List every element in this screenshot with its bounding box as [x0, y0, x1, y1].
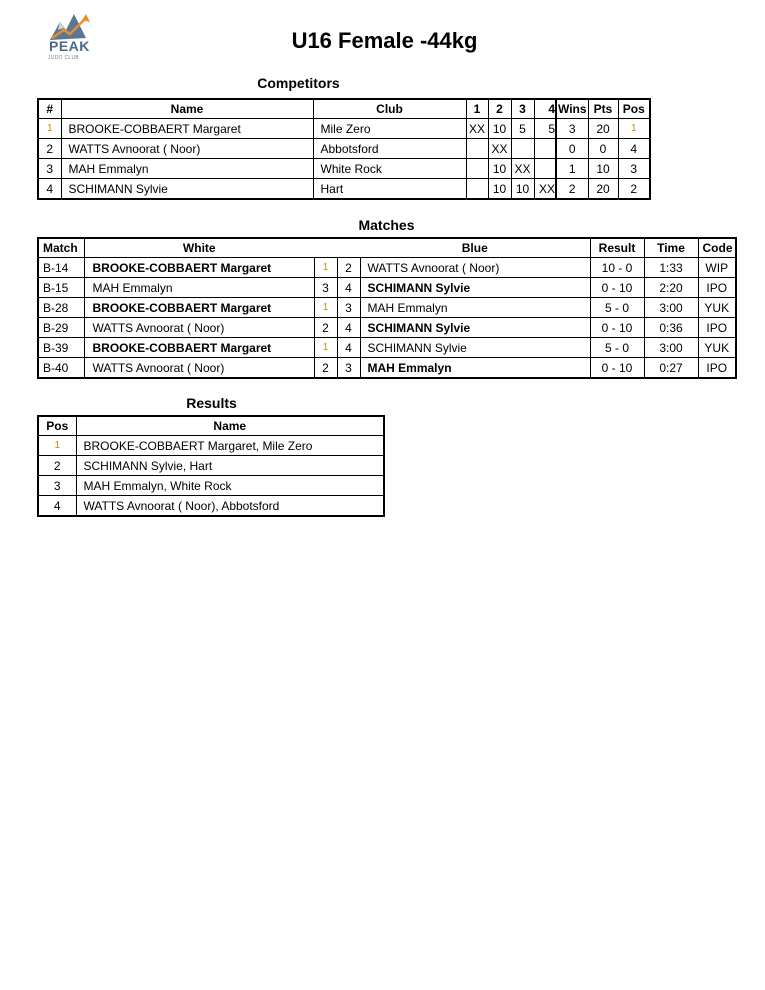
- match-code: YUK: [698, 298, 736, 318]
- score-vs-2: 10: [488, 179, 511, 200]
- blue-competitor: SCHIMANN Sylvie: [360, 318, 590, 338]
- competitor-position: 1: [618, 119, 650, 139]
- match-code: IPO: [698, 358, 736, 379]
- white-competitor: BROOKE-COBBAERT Margaret: [84, 298, 314, 318]
- col-white: White: [84, 238, 314, 258]
- competitors-header-row: [38, 99, 650, 119]
- match-result: 0 - 10: [590, 318, 644, 338]
- col-code: Code: [698, 238, 736, 258]
- page-title: U16 Female -44kg: [291, 28, 478, 53]
- competitor-row: [38, 119, 650, 139]
- white-number: 2: [314, 358, 337, 379]
- match-code: WIP: [698, 258, 736, 278]
- result-name: WATTS Avnoorat ( Noor), Abbotsford: [76, 496, 384, 517]
- match-row: [38, 258, 736, 278]
- match-code: IPO: [698, 318, 736, 338]
- score-vs-3: [511, 139, 534, 159]
- white-competitor: MAH Emmalyn: [84, 278, 314, 298]
- result-row: [38, 496, 384, 517]
- col-result-pos: Pos: [38, 416, 76, 436]
- competitor-wins: 2: [556, 179, 588, 200]
- blue-competitor: SCHIMANN Sylvie: [360, 278, 590, 298]
- competitor-points: 20: [588, 119, 618, 139]
- competitor-number: 3: [38, 159, 61, 179]
- result-position: 3: [38, 476, 76, 496]
- match-result: 10 - 0: [590, 258, 644, 278]
- result-name: MAH Emmalyn, White Rock: [76, 476, 384, 496]
- score-vs-3: 5: [511, 119, 534, 139]
- matches-header-row: [38, 238, 736, 258]
- score-vs-4: [534, 139, 556, 159]
- match-id: B-15: [38, 278, 84, 298]
- competitors-table: [37, 98, 651, 200]
- competitor-name: SCHIMANN Sylvie: [61, 179, 313, 200]
- match-row: [38, 278, 736, 298]
- score-vs-2: 10: [488, 119, 511, 139]
- white-competitor: BROOKE-COBBAERT Margaret: [84, 338, 314, 358]
- col-match: Match: [38, 238, 84, 258]
- white-competitor: WATTS Avnoorat ( Noor): [84, 358, 314, 379]
- col-blue: Blue: [360, 238, 590, 258]
- competitor-row: [38, 159, 650, 179]
- col-time: Time: [644, 238, 698, 258]
- matches-table: [37, 237, 737, 379]
- match-result: 5 - 0: [590, 298, 644, 318]
- results-heading: Results: [186, 395, 237, 411]
- result-position: 2: [38, 456, 76, 476]
- white-competitor: WATTS Avnoorat ( Noor): [84, 318, 314, 338]
- blue-number: 4: [337, 338, 360, 358]
- result-position: 1: [38, 436, 76, 456]
- blue-competitor: WATTS Avnoorat ( Noor): [360, 258, 590, 278]
- match-row: [38, 338, 736, 358]
- match-id: B-39: [38, 338, 84, 358]
- col-opponent-4: 4: [534, 99, 556, 119]
- match-time: 0:36: [644, 318, 698, 338]
- competitor-club: Mile Zero: [313, 119, 466, 139]
- competitor-points: 0: [588, 139, 618, 159]
- blue-competitor: MAH Emmalyn: [360, 358, 590, 379]
- competitor-name: MAH Emmalyn: [61, 159, 313, 179]
- col-opponent-1: 1: [466, 99, 488, 119]
- competitor-name: WATTS Avnoorat ( Noor): [61, 139, 313, 159]
- competitor-wins: 0: [556, 139, 588, 159]
- score-vs-4: XX: [534, 179, 556, 200]
- white-number: 1: [314, 298, 337, 318]
- competitor-name: BROOKE-COBBAERT Margaret: [61, 119, 313, 139]
- score-vs-1: [466, 139, 488, 159]
- result-row: [38, 436, 384, 456]
- blue-number: 4: [337, 318, 360, 338]
- col-position: Pos: [618, 99, 650, 119]
- match-result: 0 - 10: [590, 278, 644, 298]
- score-vs-4: 5: [534, 119, 556, 139]
- logo-subtitle: JUDO CLUB: [48, 55, 80, 61]
- result-name: SCHIMANN Sylvie, Hart: [76, 456, 384, 476]
- competitor-club: Hart: [313, 179, 466, 200]
- match-id: B-28: [38, 298, 84, 318]
- col-points: Pts: [588, 99, 618, 119]
- competitor-club: White Rock: [313, 159, 466, 179]
- match-code: YUK: [698, 338, 736, 358]
- result-row: [38, 476, 384, 496]
- competitor-points: 10: [588, 159, 618, 179]
- match-row: [38, 298, 736, 318]
- match-time: 3:00: [644, 338, 698, 358]
- white-number: 3: [314, 278, 337, 298]
- competitor-wins: 1: [556, 159, 588, 179]
- score-vs-2: 10: [488, 159, 511, 179]
- white-competitor: BROOKE-COBBAERT Margaret: [84, 258, 314, 278]
- score-vs-3: 10: [511, 179, 534, 200]
- white-number: 1: [314, 258, 337, 278]
- competitor-points: 20: [588, 179, 618, 200]
- white-number: 1: [314, 338, 337, 358]
- match-time: 3:00: [644, 298, 698, 318]
- col-wins: Wins: [556, 99, 588, 119]
- result-position: 4: [38, 496, 76, 517]
- score-vs-2: XX: [488, 139, 511, 159]
- competitor-number: 2: [38, 139, 61, 159]
- match-time: 2:20: [644, 278, 698, 298]
- match-result: 0 - 10: [590, 358, 644, 379]
- blue-number: 4: [337, 278, 360, 298]
- blue-competitor: MAH Emmalyn: [360, 298, 590, 318]
- competitors-heading: Competitors: [257, 75, 340, 91]
- match-id: B-29: [38, 318, 84, 338]
- blue-competitor: SCHIMANN Sylvie: [360, 338, 590, 358]
- results-header-row: [38, 416, 384, 436]
- blue-number: 3: [337, 358, 360, 379]
- col-blue-num: [337, 238, 360, 258]
- matches-heading: Matches: [358, 217, 415, 233]
- competitor-number: 1: [38, 119, 61, 139]
- col-result: Result: [590, 238, 644, 258]
- score-vs-1: [466, 159, 488, 179]
- competitor-club: Abbotsford: [313, 139, 466, 159]
- result-name: BROOKE-COBBAERT Margaret, Mile Zero: [76, 436, 384, 456]
- col-opponent-2: 2: [488, 99, 511, 119]
- competitor-number: 4: [38, 179, 61, 200]
- match-row: [38, 358, 736, 379]
- logo-wordmark: PEAK: [49, 38, 90, 54]
- white-number: 2: [314, 318, 337, 338]
- blue-number: 2: [337, 258, 360, 278]
- match-time: 0:27: [644, 358, 698, 379]
- col-opponent-3: 3: [511, 99, 534, 119]
- col-number: #: [38, 99, 61, 119]
- competitor-position: 3: [618, 159, 650, 179]
- score-vs-1: XX: [466, 119, 488, 139]
- score-vs-3: XX: [511, 159, 534, 179]
- competitor-row: [38, 139, 650, 159]
- result-row: [38, 456, 384, 476]
- col-club: Club: [313, 99, 466, 119]
- match-result: 5 - 0: [590, 338, 644, 358]
- score-vs-1: [466, 179, 488, 200]
- competitor-position: 2: [618, 179, 650, 200]
- competitor-row: [38, 179, 650, 200]
- col-name: Name: [61, 99, 313, 119]
- score-vs-4: [534, 159, 556, 179]
- col-white-num: [314, 238, 337, 258]
- blue-number: 3: [337, 298, 360, 318]
- match-row: [38, 318, 736, 338]
- col-result-name: Name: [76, 416, 384, 436]
- match-id: B-40: [38, 358, 84, 379]
- match-time: 1:33: [644, 258, 698, 278]
- match-id: B-14: [38, 258, 84, 278]
- match-code: IPO: [698, 278, 736, 298]
- competitor-wins: 3: [556, 119, 588, 139]
- competitor-position: 4: [618, 139, 650, 159]
- results-table: [37, 415, 385, 517]
